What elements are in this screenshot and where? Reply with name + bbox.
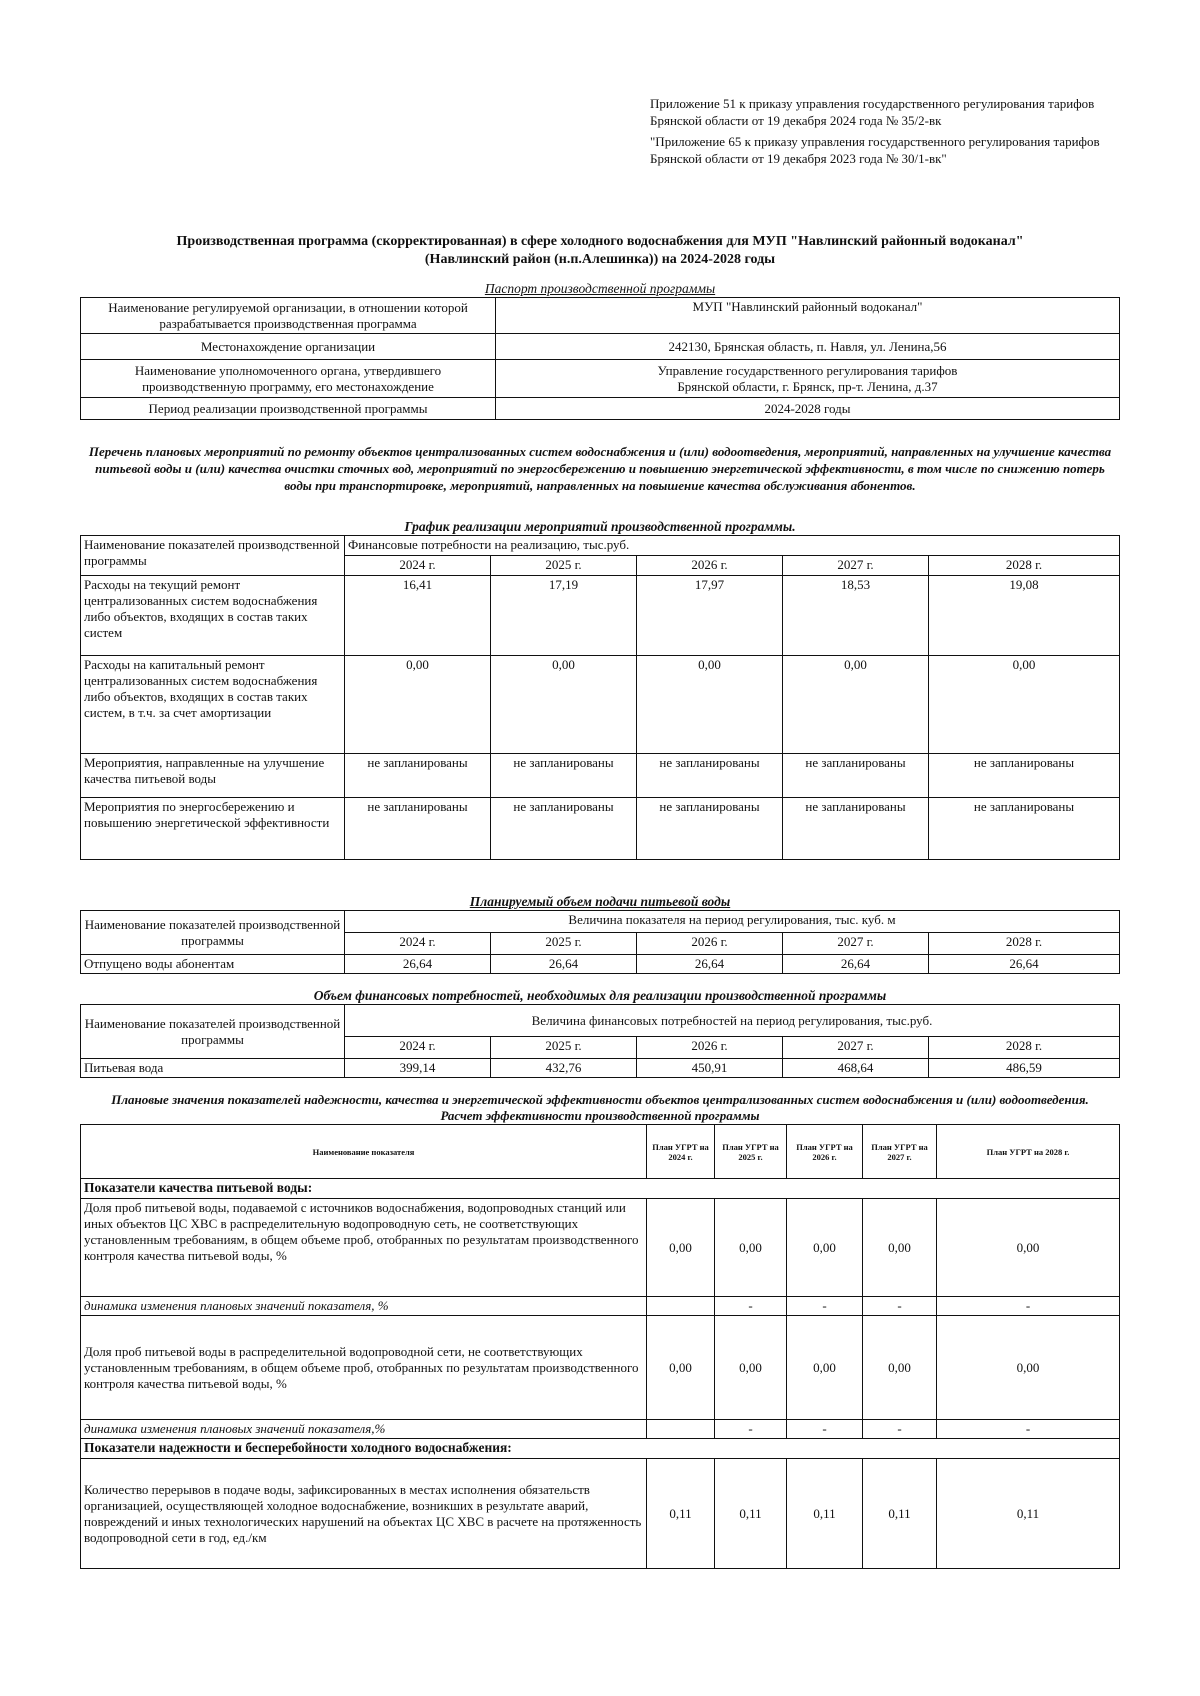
- year-header: 2025 г.: [491, 556, 637, 576]
- cell-value: не запланированы: [783, 798, 929, 860]
- title-line-2: (Навлинский район (н.п.Алешинка)) на 2024-2028 годы: [424, 252, 776, 267]
- cell-value: -: [863, 1420, 937, 1439]
- schedule-table: [80, 535, 1120, 860]
- table-row: [81, 298, 1120, 334]
- cell-value: 0,11: [715, 1459, 787, 1569]
- cell-value: не запланированы: [637, 754, 783, 798]
- eff-head-year: План УГРТ на 2028 г.: [937, 1125, 1120, 1179]
- row-label: Доля проб питьевой воды, подаваемой с источников водоснабжения, водопроводных станций или иных объектов ЦС ХВС в распределительную водопроводную сеть, не соответствующих установленным требованиям, в общем объеме проб, отобранных по результатам производственного контроля качества питьевой воды, %: [81, 1199, 647, 1297]
- volume-table: [80, 910, 1120, 974]
- cell-value: 0,00: [863, 1199, 937, 1297]
- cell-value: не запланированы: [345, 754, 491, 798]
- table-row: [81, 656, 1120, 754]
- cell-value: 18,53: [783, 576, 929, 656]
- document-title: [90, 233, 1110, 269]
- schedule-caption: График реализации мероприятий производственной программы.: [404, 519, 796, 534]
- cell-value: 16,41: [345, 576, 491, 656]
- table-row: [81, 1459, 1120, 1569]
- table-row: [81, 576, 1120, 656]
- year-header: 2024 г.: [345, 933, 491, 955]
- cell-value: не запланированы: [491, 754, 637, 798]
- row-label: Доля проб питьевой воды в распределительной водопроводной сети, не соответствующих установленным требованиям, в общем объеме проб, отобранных по результатам производственного контроля качества питьевой воды, %: [81, 1316, 647, 1420]
- cell-value: не запланированы: [491, 798, 637, 860]
- cell-value: 0,00: [647, 1199, 715, 1297]
- volume-section: [80, 894, 1120, 974]
- table-row: [81, 754, 1120, 798]
- table-row: [81, 911, 1120, 933]
- finance-head-group: Величина финансовых потребностей на период регулирования, тыс.руб.: [345, 1005, 1120, 1037]
- cell-value: -: [863, 1297, 937, 1316]
- row-label: Мероприятия, направленные на улучшение качества питьевой воды: [81, 754, 345, 798]
- cell-value: 17,19: [491, 576, 637, 656]
- passport-value: МУП "Навлинский районный водоканал": [496, 298, 1120, 334]
- year-header: 2027 г.: [783, 556, 929, 576]
- cell-value: 0,11: [863, 1459, 937, 1569]
- cell-value: 0,00: [863, 1316, 937, 1420]
- passport-section: [80, 281, 1120, 420]
- cell-value: 17,97: [637, 576, 783, 656]
- table-row: [81, 360, 1120, 398]
- cell-value: 450,91: [637, 1059, 783, 1078]
- volume-head-group: Величина показателя на период регулирования, тыс. куб. м: [345, 911, 1120, 933]
- table-row: [81, 1420, 1120, 1439]
- year-header: 2026 г.: [637, 1037, 783, 1059]
- section-heading: Показатели надежности и бесперебойности холодного водоснабжения:: [81, 1439, 1120, 1459]
- passport-value: Управление государственного регулирования тарифов Брянской области, г. Брянск, пр-т. Ленина, д.37: [496, 360, 1120, 398]
- volume-head-label: Наименование показателей производственной программы: [81, 911, 345, 955]
- cell-value: 0,00: [783, 656, 929, 754]
- year-header: 2028 г.: [929, 1037, 1120, 1059]
- year-header: 2024 г.: [345, 1037, 491, 1059]
- measures-caption: Перечень плановых мероприятий по ремонту объектов централизованных систем водоснабжения и (или) водоотведения, мероприятий, направленных на улучшение качества питьевой воды и (или) качества очистки сточных вод, мероприятий по энергосбережению и повышению энергетической эффективности, в том числе по снижению потерь воды при транспортировке, мероприятий, направленных на повышение качества обслуживания абонентов.: [88, 444, 1112, 493]
- appendix-line-1: Приложение 51 к приказу управления государственного регулирования тарифов Брянской области от 19 декабря 2024 года № 35/2-вк: [650, 96, 1095, 128]
- cell-value: 26,64: [929, 955, 1120, 974]
- table-row: [81, 1125, 1120, 1179]
- year-header: 2025 г.: [491, 1037, 637, 1059]
- row-label: Мероприятия по энергосбережению и повышению энергетической эффективности: [81, 798, 345, 860]
- row-label: Расходы на текущий ремонт централизованных систем водоснабжения либо объектов, входящих в состав таких систем: [81, 576, 345, 656]
- table-row: [81, 1199, 1120, 1297]
- eff-head-year: План УГРТ на 2025 г.: [715, 1125, 787, 1179]
- cell-value: [647, 1297, 715, 1316]
- title-line-1: Производственная программа (скорректированная) в сфере холодного водоснабжения для МУП "Навлинский районный водоканал": [176, 234, 1024, 249]
- cell-value: не запланированы: [929, 798, 1120, 860]
- cell-value: 0,00: [787, 1199, 863, 1297]
- cell-value: 0,00: [345, 656, 491, 754]
- appendix-note: [650, 95, 1120, 171]
- eff-head-year: План УГРТ на 2024 г.: [647, 1125, 715, 1179]
- cell-value: не запланированы: [637, 798, 783, 860]
- cell-value: 486,59: [929, 1059, 1120, 1078]
- appendix-line-2: "Приложение 65 к приказу управления государственного регулирования тарифов Брянской области от 19 декабря 2023 года № 30/1-вк": [650, 134, 1100, 166]
- cell-value: 26,64: [637, 955, 783, 974]
- schedule-head-label: Наименование показателей производственной программы: [81, 536, 345, 576]
- schedule-head-group: Финансовые потребности на реализацию, тыс.руб.: [345, 536, 1120, 556]
- schedule-section: [80, 519, 1120, 860]
- finance-caption: Объем финансовых потребностей, необходимых для реализации производственной программы: [313, 988, 887, 1003]
- cell-value: 26,64: [491, 955, 637, 974]
- row-label: Количество перерывов в подаче воды, зафиксированных в местах исполнения обязательств организацией, осуществляющей холодное водоснабжение, возникших в результате аварий, повреждений и иных технологических нарушений на объектах ЦС ХВС в расчете на протяженность водопроводной сети в год, ед./км: [81, 1459, 647, 1569]
- table-row: [81, 536, 1120, 556]
- cell-value: 0,00: [647, 1316, 715, 1420]
- table-row: [81, 1439, 1120, 1459]
- finance-table: [80, 1004, 1120, 1078]
- efficiency-caption-1: Плановые значения показателей надежности, качества и энергетической эффективности объектов централизованных систем водоснабжения и (или) водоотведения.: [111, 1092, 1089, 1107]
- cell-value: 0,00: [715, 1316, 787, 1420]
- table-row: [81, 955, 1120, 974]
- cell-value: 0,11: [787, 1459, 863, 1569]
- year-header: 2027 г.: [783, 1037, 929, 1059]
- cell-value: 19,08: [929, 576, 1120, 656]
- table-row: [81, 1179, 1120, 1199]
- cell-value: 432,76: [491, 1059, 637, 1078]
- cell-value: -: [787, 1420, 863, 1439]
- finance-head-label: Наименование показателей производственной программы: [81, 1005, 345, 1059]
- table-row: [81, 1005, 1120, 1037]
- cell-value: 468,64: [783, 1059, 929, 1078]
- cell-value: не запланированы: [345, 798, 491, 860]
- row-label: Питьевая вода: [81, 1059, 345, 1078]
- passport-label: Наименование регулируемой организации, в отношении которой разрабатывается производственная программа: [81, 298, 496, 334]
- cell-value: 0,00: [929, 656, 1120, 754]
- passport-value: 242130, Брянская область, п. Навля, ул. Ленина,56: [496, 334, 1120, 360]
- efficiency-section: [80, 1092, 1120, 1569]
- eff-head-label: Наименование показателя: [81, 1125, 647, 1179]
- cell-value: 0,00: [715, 1199, 787, 1297]
- passport-label: Местонахождение организации: [81, 334, 496, 360]
- table-row: [81, 1316, 1120, 1420]
- section-heading: Показатели качества питьевой воды:: [81, 1179, 1120, 1199]
- efficiency-caption-2: Расчет эффективности производственной программы: [440, 1108, 760, 1123]
- cell-value: -: [937, 1420, 1120, 1439]
- cell-value: 399,14: [345, 1059, 491, 1078]
- cell-value: -: [715, 1297, 787, 1316]
- cell-value: 0,00: [491, 656, 637, 754]
- passport-label: Наименование уполномоченного органа, утвердившего производственную программу, его местонахождение: [81, 360, 496, 398]
- cell-value: не запланированы: [929, 754, 1120, 798]
- table-row: [81, 1297, 1120, 1316]
- eff-head-year: План УГРТ на 2026 г.: [787, 1125, 863, 1179]
- passport-label: Период реализации производственной программы: [81, 398, 496, 420]
- cell-value: 26,64: [345, 955, 491, 974]
- row-label: динамика изменения плановых значений показателя, %: [81, 1297, 647, 1316]
- cell-value: 0,11: [937, 1459, 1120, 1569]
- passport-table: [80, 297, 1120, 420]
- passport-value: 2024-2028 годы: [496, 398, 1120, 420]
- cell-value: не запланированы: [783, 754, 929, 798]
- finance-section: [80, 988, 1120, 1078]
- cell-value: 0,00: [787, 1316, 863, 1420]
- row-label: Расходы на капитальный ремонт централизованных систем водоснабжения либо объектов, входящих в состав таких систем, в т.ч. за счет амортизации: [81, 656, 345, 754]
- year-header: 2024 г.: [345, 556, 491, 576]
- table-row: [81, 398, 1120, 420]
- cell-value: 0,11: [647, 1459, 715, 1569]
- cell-value: -: [715, 1420, 787, 1439]
- cell-value: 0,00: [937, 1199, 1120, 1297]
- eff-head-year: План УГРТ на 2027 г.: [863, 1125, 937, 1179]
- row-label: Отпущено воды абонентам: [81, 955, 345, 974]
- passport-caption: Паспорт производственной программы: [484, 281, 716, 296]
- table-row: [81, 798, 1120, 860]
- cell-value: 26,64: [783, 955, 929, 974]
- row-label: динамика изменения плановых значений показателя,%: [81, 1420, 647, 1439]
- cell-value: 0,00: [937, 1316, 1120, 1420]
- volume-caption: Планируемый объем подачи питьевой воды: [469, 894, 731, 909]
- year-header: 2028 г.: [929, 556, 1120, 576]
- efficiency-table: [80, 1124, 1120, 1569]
- year-header: 2025 г.: [491, 933, 637, 955]
- table-row: [81, 1059, 1120, 1078]
- year-header: 2026 г.: [637, 933, 783, 955]
- cell-value: -: [787, 1297, 863, 1316]
- table-row: [81, 334, 1120, 360]
- year-header: 2026 г.: [637, 556, 783, 576]
- year-header: 2027 г.: [783, 933, 929, 955]
- cell-value: -: [937, 1297, 1120, 1316]
- cell-value: 0,00: [637, 656, 783, 754]
- cell-value: [647, 1420, 715, 1439]
- year-header: 2028 г.: [929, 933, 1120, 955]
